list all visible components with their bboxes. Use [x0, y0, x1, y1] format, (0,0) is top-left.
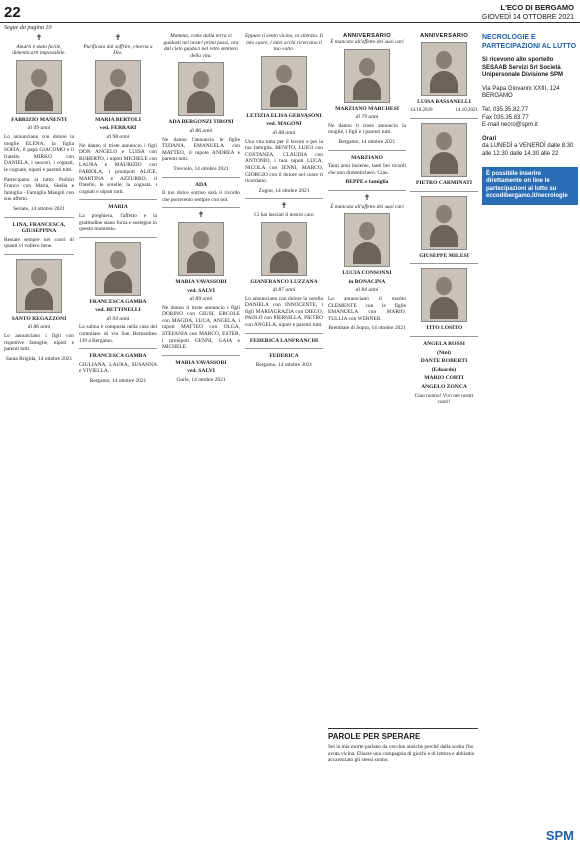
notice-sign: Brembate di Sopra, 14 ottobre 2021 — [328, 325, 406, 332]
deceased-age: di 89 anni — [189, 296, 213, 303]
notice-text: Lo annunciano i figli con rispettive famiglie, nipoti e parenti tutti. — [4, 333, 74, 353]
notice-text: GIULIANA, LAURA, SUSANNA e VIVIELLA. — [79, 361, 157, 375]
column-5 — [328, 33, 406, 723]
deceased-subname: ved. FERRARI — [99, 125, 137, 132]
date-start: 14.10.2020 — [410, 107, 433, 113]
deceased-subname: ved. BETTINELLI — [95, 307, 141, 314]
portrait-photo — [16, 60, 62, 114]
divider — [162, 355, 240, 356]
anniversary-heading: ANNIVERSARIO — [342, 33, 392, 39]
deceased-subname: ved. SALVI — [187, 287, 215, 294]
deceased-name: MARZIANO MARCHESI — [335, 105, 399, 112]
column-1 — [4, 33, 74, 843]
divider — [245, 348, 323, 349]
deceased-name: FEDERICA — [269, 353, 299, 360]
deceased-name: FABRIZIO MANENTI — [11, 116, 67, 123]
deceased-subname: ved. SALVI — [187, 368, 215, 375]
notice-text: Partecipano al lutto: Politiri Franco con Maria, Sheila e famiglia - Famiglia Mangili con suo affetto. — [4, 176, 74, 203]
issue-date: GIOVEDÌ 14 OTTOBRE 2021 — [481, 14, 574, 21]
notice-text: Una vita tutta per il lavoro e per la tua famiglia. BENITO, LUIGI con COSTANZA, CLAUDIA con ANTONIO, i tuoi nipoti LUCA, NICOLA con JENNI, MARCO, GIORGIO con il dolore nel cuore ti ricordano. — [245, 138, 323, 185]
portrait-photo — [95, 60, 141, 114]
notice-text: Ne danno l'annuncio le figlie TIZIANA, EMANUELA con MATTEO, il nipote ANDREA e parenti tutti. — [162, 136, 240, 163]
cross-icon: ✝ — [114, 33, 122, 42]
notice-text: La salma è composta nella casa del commiato di via San Bernardino 139 a Bergamo. — [79, 324, 157, 344]
portrait-photo — [421, 196, 467, 250]
notice-sign: Gorle, 14 ottobre 2021 — [176, 377, 226, 384]
notice-text: Ne danno il triste annuncio i figli DORINO con GIUSI, ERCOLE con MAGDA, LUCA, ANGELA, i nipoti MATTEO con OLGA, STEFANIA con MARCO, ESTER, i pronipoti GENNI, GAIA e MICHELE. — [162, 304, 240, 351]
column-4 — [245, 33, 323, 843]
deceased-age: di 84 anni — [355, 287, 379, 294]
notice-sign: Seriate, 14 ottobre 2021 — [13, 205, 65, 212]
deceased-name: LETIZIA ELISA GERVASONI — [246, 112, 322, 119]
deceased-name: LUISA BASSANELLI — [417, 99, 471, 105]
deceased-name: ANGELO ZONCA — [421, 383, 467, 390]
notice-text: Lo annunciano con dolore la moglie ELENA, la figlia SOFIA, il papà GIACOMO e il fratello MIRKO con DANIELA, i suoceri, i cognati, le cognate, nipoti e parenti tutti. — [4, 133, 74, 173]
notice-sign: Zogno, 14 ottobre 2021 — [258, 187, 310, 194]
divider — [328, 190, 406, 191]
notice-quote: Mamma, come dalla terra ci guidasti nei nostri primi passi, ora dal cielo guidaci nel retto sentiero della vita. — [163, 33, 239, 59]
deceased-age: di 49 anni — [27, 125, 51, 132]
deceased-name: MARZIANO — [351, 154, 383, 161]
divider — [328, 150, 406, 151]
page-header — [0, 0, 580, 30]
phone-number: Tel. 035.35.82.77 — [482, 106, 529, 113]
divider — [79, 199, 157, 200]
divider — [245, 333, 323, 334]
deceased-name: DANTE ROBERTI — [420, 358, 468, 365]
divider — [410, 263, 478, 264]
notice-quote: È mancata all'affetto dei suoi cari — [330, 203, 404, 210]
notice-text: Ciao nonno! Vivi nei nostri cuori! — [414, 392, 474, 406]
sidebar-address: Via Papa Giovanni XXIII, 124 BERGAMO — [482, 85, 560, 100]
sidebar-contacts — [482, 107, 578, 130]
deceased-age: di 86 anni — [189, 127, 213, 134]
online-promo-banner[interactable]: È possibile inserire direttamente on line le partecipazioni al lutto su eccodibergamo.it/necrologie — [482, 167, 578, 205]
deceased-age: di 94 anni — [106, 315, 130, 322]
divider — [410, 118, 478, 119]
sidebar-intro-text: Si ricevono allo sportello SESAAB Servizi Srl Società Unipersonale Divisione SPM — [482, 57, 564, 79]
portrait-photo — [16, 259, 62, 313]
portrait-photo — [421, 123, 467, 177]
deceased-name: MARIO CORTI — [424, 375, 464, 382]
deceased-age: di 88 anni — [272, 129, 296, 136]
header-rule — [0, 22, 580, 23]
deceased-name: MARIA BERTOLI — [95, 116, 141, 123]
deceased-name: TITO LOSITO — [425, 325, 463, 332]
deceased-subname: (Nini) — [437, 349, 451, 356]
deceased-name: FRANCESCA GAMBA — [89, 353, 147, 360]
notice-sign: Bergamo, 14 ottobre 2021 — [255, 361, 313, 368]
anniversary-dates — [410, 108, 478, 115]
portrait-photo — [178, 222, 224, 276]
divider — [410, 336, 478, 337]
portrait-photo — [344, 213, 390, 267]
deceased-name: GIUSEPPE MILESI — [419, 252, 469, 259]
divider — [79, 348, 157, 349]
notice-sign: Bergamo, 14 ottobre 2021 — [338, 138, 396, 145]
deceased-name: ANGELA ROSSI — [423, 340, 465, 347]
portrait-photo — [95, 242, 141, 296]
notice-quote: Amarti è stato facile, dimenticarti impossibile. — [12, 43, 66, 57]
deceased-name: MARIA VAVASSORI — [175, 359, 227, 366]
divider — [410, 191, 478, 192]
notice-text: Ne danno il triste annuncio la moglie, i figli e i parenti tutti. — [328, 122, 406, 136]
hours-text: da LUNEDÌ a VENERDÌ dalle 8.30 alle 12.30 dalle 14.30 alle 22 — [482, 143, 574, 157]
spm-logo: SPM — [545, 828, 574, 843]
sidebar-title: NECROLOGIE E PARTECIPAZIONI AL LUTTO — [482, 34, 577, 50]
notice-text: Lo annunciano con dolore la sorella DANIELA con INNOCENTE, i figli MARIAGRAZIA con DIEGO, PAOLO con PIERNILLA, PIETRO con ANGELA, nipoti e parenti tutti. — [245, 295, 323, 329]
portrait-photo — [421, 42, 467, 96]
continued-note: Segue da pagina 10 — [4, 25, 52, 31]
column-6 — [410, 33, 478, 723]
deceased-age: di 87 anni — [272, 287, 296, 294]
column-3 — [162, 33, 240, 843]
notice-sign: Bergamo, 14 ottobre 2021 — [89, 378, 147, 385]
deceased-name: MARIA VAVASSORI — [175, 278, 227, 285]
deceased-name: ADA — [194, 181, 208, 188]
signatory: BEPPE e famiglia — [345, 179, 389, 186]
hope-words-box — [328, 728, 478, 845]
divider — [245, 198, 323, 199]
deceased-subname: ved. MAGONI — [266, 121, 302, 128]
notice-text: La preghiera, l'affetto e la gratitudine siano forza e sostegno in questo momento. — [79, 212, 157, 233]
divider — [79, 237, 157, 238]
portrait-photo — [421, 268, 467, 322]
hours-title: Orari — [482, 135, 497, 142]
paper-name: L'ECO DI BERGAMO — [500, 3, 574, 12]
deceased-name: SANTO REGAZZONI — [11, 315, 67, 322]
notice-sign: Treviolo, 14 ottobre 2021 — [173, 165, 229, 172]
notice-quote: Eppure ti sento vicino, in silenzio. Il mio cuore, i miei occhi ricercano il tuo volto. — [245, 33, 323, 53]
notice-text: Tanti anni insieme, tanti bei ricordi che non dimenticherò. Ciao. — [328, 163, 406, 176]
deceased-name: GIANFRANCO LUZZANA — [250, 278, 318, 285]
deceased-age: di 79 anni — [355, 114, 379, 121]
deceased-name: PIETRO CARMINATI — [416, 180, 472, 187]
cross-icon: ✝ — [197, 210, 205, 220]
portrait-photo — [261, 222, 307, 276]
deceased-age: di 86 anni — [27, 324, 51, 331]
column-2 — [79, 33, 157, 843]
deceased-name: ADA BERGONZI TIRONI — [168, 119, 234, 126]
divider — [162, 207, 240, 208]
masthead — [482, 3, 574, 22]
box-text: Sei la mia morte parlano da vecchie anziche perché dalla scelta l'ho avuta vicina. Elisare una compagnia di giochi e di lettura e abbiamo accarezzato gli stessi sonno. — [328, 744, 475, 764]
divider — [162, 177, 240, 178]
notice-quote: È mancato all'affetto dei suoi cari — [330, 39, 404, 45]
divider — [4, 217, 74, 218]
cross-icon: ✝ — [280, 201, 288, 211]
divider — [4, 254, 74, 255]
notice-quote: Purificata dal soffrire, ritorna a Dio. — [83, 43, 153, 57]
box-title: PAROLE PER SPERARE — [328, 732, 421, 741]
deceased-name: LINA, FRANCESCA, GIUSEPPINA — [12, 221, 66, 235]
notice-sign: Santa Brigida, 14 ottobre 2021 — [5, 355, 73, 362]
notice-text: Ne danno il triste annuncio i figli DON ANGELO e LUISA con ROBERTO, i nipoti MICHELE con LAURA e MAURIZIO con FABIOLA, i pronipoti ALICE, MARTINA e AZZURRO, il fratello, le sorelle, la cognata, i cognati e nipoti tutti. — [79, 142, 157, 195]
notice-text: Restate sempre nei cuori di quanti vi vollero bene. — [4, 236, 74, 250]
deceased-name: MARIA — [108, 204, 128, 211]
page-number: 22 — [4, 4, 21, 21]
anniversary-heading: ANNIVERSARIO — [419, 33, 469, 39]
sidebar-intro — [482, 57, 578, 80]
email-address[interactable]: E-mail necro@spm.it — [482, 122, 538, 129]
deceased-age: di 98 anni — [106, 133, 130, 140]
notice-text: Lo annunciano il marito CLEMENTE con le figlie EMANUELA con MARIO, TULLIA con WERNER. — [328, 295, 406, 322]
opening-hours — [482, 136, 578, 159]
notice-quote: Ci hai lasciati il nostro caro — [254, 211, 314, 218]
cross-icon: ✝ — [363, 192, 371, 202]
fax-number: Fax 035.35.83.77 — [482, 114, 529, 121]
cross-icon: ✝ — [35, 33, 43, 42]
info-sidebar — [482, 33, 578, 843]
portrait-photo — [344, 49, 390, 103]
portrait-photo — [261, 56, 307, 110]
deceased-name: FRANCESCA GAMBA — [89, 298, 147, 305]
deceased-subname: in BONACINA — [348, 278, 386, 285]
deceased-name: LUCIA CONSONNI — [342, 270, 392, 277]
notice-text: Il tuo dolce sorriso sarà il ricordo che porteremo sempre con noi. — [162, 190, 240, 203]
deceased-name: FEDERICA LANFRANCHI — [249, 337, 319, 344]
portrait-photo — [178, 62, 224, 116]
date-end: 14.10.2021 — [455, 107, 478, 113]
deceased-subname: (Edoardo) — [431, 366, 457, 373]
